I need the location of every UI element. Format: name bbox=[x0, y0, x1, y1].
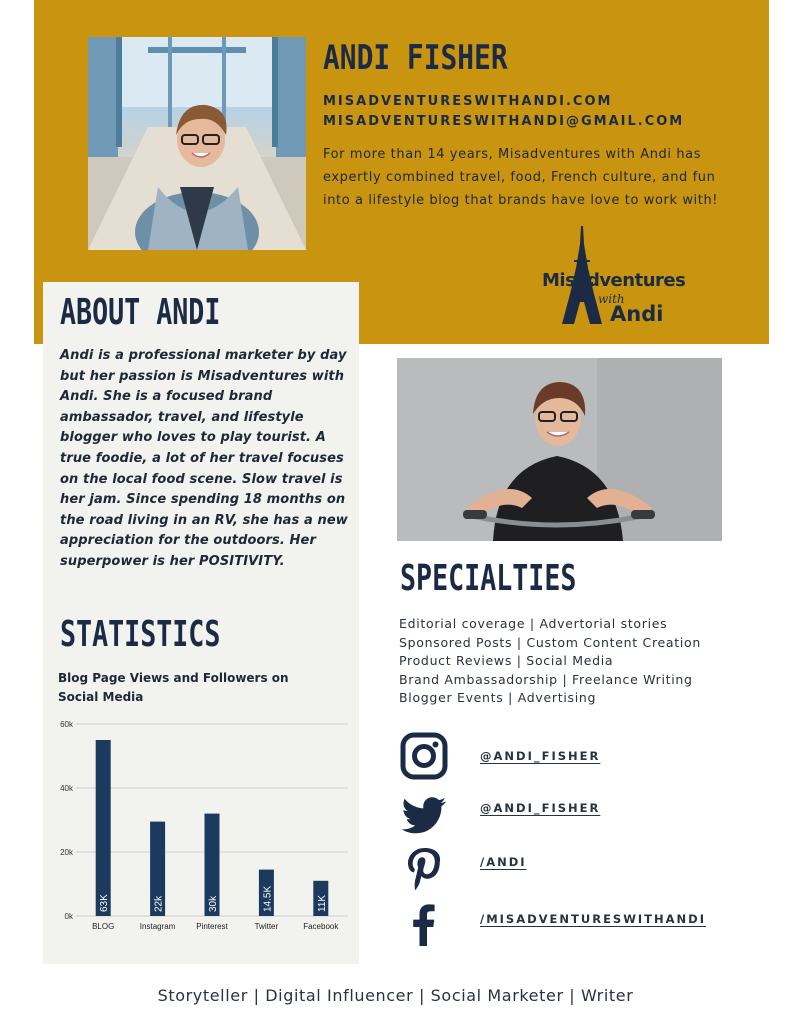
bar-data-label: 30k bbox=[208, 895, 219, 912]
twitter-row bbox=[400, 792, 448, 840]
x-tick-label: BLOG bbox=[92, 922, 115, 931]
logo-wordmark: Misadventures bbox=[542, 270, 686, 291]
page-title: ANDI FISHER bbox=[323, 38, 508, 78]
website-link[interactable]: MISADVENTURESWITHANDI.COM bbox=[323, 94, 613, 109]
instagram-handle-link[interactable]: @ANDI_FISHER bbox=[480, 749, 601, 763]
x-tick-label: Instagram bbox=[139, 922, 176, 931]
statistics-heading: STATISTICS bbox=[60, 614, 221, 655]
specialty-item: Blogger Events | Advertising bbox=[399, 690, 597, 705]
brand-logo bbox=[540, 224, 700, 328]
logo-andi: Andi bbox=[610, 302, 664, 326]
instagram-icon[interactable] bbox=[400, 732, 448, 780]
instagram-row bbox=[400, 732, 448, 780]
intro-text: For more than 14 years, Misadventures with Andi has expertly combined travel, food, French culture, and fun into a lifestyle blog that brands have love to work with! bbox=[323, 147, 719, 208]
twitter-icon[interactable] bbox=[400, 792, 448, 840]
specialty-item: Editorial coverage | Advertorial stories bbox=[399, 616, 668, 631]
email-link[interactable]: MISADVENTURESWITHANDI@GMAIL.COM bbox=[323, 114, 685, 129]
chart-title: Blog Page Views and Followers on Social Media bbox=[58, 671, 289, 704]
y-tick-label: 60k bbox=[60, 720, 73, 729]
bar-data-label: 11K bbox=[316, 894, 328, 912]
y-tick-label: 0k bbox=[64, 912, 73, 921]
pinterest-row bbox=[400, 845, 448, 893]
y-tick-label: 40k bbox=[60, 784, 73, 793]
specialty-item: Product Reviews | Social Media bbox=[399, 653, 614, 668]
bar bbox=[96, 740, 111, 916]
pinterest-icon[interactable] bbox=[400, 845, 448, 893]
about-text: Andi is a professional marketer by day but her passion is Misadventures with Andi. She is a focused brand ambassador, travel, and lifestyle blogger who loves to play tourist. A true foodie, a lot of her travel focuses on the local food scene. Slow travel is her jam. Since spending 18 months on the road living in an RV, she has a new appreciation for the outdoors. Her superpower is her POSITIVITY. bbox=[60, 348, 348, 569]
facebook-row bbox=[400, 900, 448, 948]
facebook-icon[interactable] bbox=[400, 900, 448, 948]
footer-tagline: Storyteller | Digital Influencer | Social Marketer | Writer bbox=[157, 986, 634, 1005]
profile-photo bbox=[88, 37, 306, 250]
x-tick-label: Twitter bbox=[254, 922, 279, 931]
x-tick-label: Facebook bbox=[303, 922, 339, 931]
bicycle-photo bbox=[397, 358, 722, 541]
x-tick-label: Pinterest bbox=[196, 922, 228, 931]
y-tick-label: 20k bbox=[60, 848, 73, 857]
specialty-item: Sponsored Posts | Custom Content Creation bbox=[399, 634, 702, 650]
twitter-handle-link[interactable]: @ANDI_FISHER bbox=[480, 801, 601, 815]
specialties-list bbox=[399, 615, 701, 708]
bar-data-label: 63K bbox=[99, 894, 111, 912]
facebook-handle-link[interactable]: /MISADVENTURESWITHANDI bbox=[480, 912, 706, 926]
bar-data-label: 14.5K bbox=[262, 885, 274, 912]
specialty-item: Brand Ambassadorship | Freelance Writing bbox=[399, 671, 693, 687]
bar-data-label: 22k bbox=[153, 895, 165, 912]
pinterest-handle-link[interactable]: /ANDI bbox=[480, 855, 527, 869]
bar-chart bbox=[48, 712, 356, 938]
about-heading: ABOUT ANDI bbox=[60, 292, 221, 333]
logo-with: with bbox=[598, 292, 625, 306]
specialties-heading: SPECIALTIES bbox=[400, 558, 577, 599]
